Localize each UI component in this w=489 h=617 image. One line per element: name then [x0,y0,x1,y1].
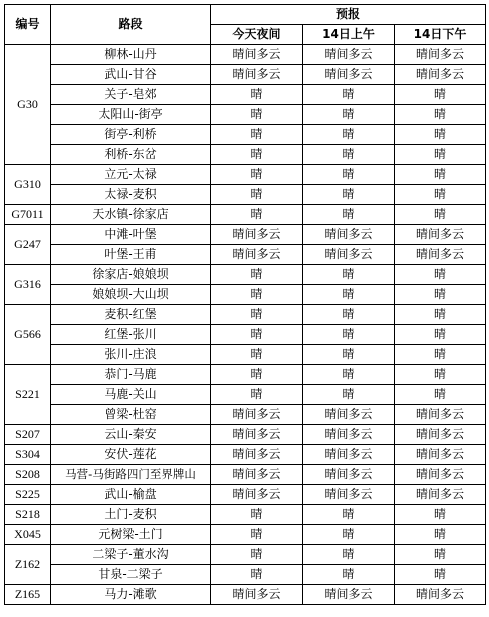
weather-am-cell: 晴 [303,205,395,225]
road-segment-cell: 天水镇-徐家店 [51,205,211,225]
weather-tonight-cell: 晴间多云 [211,465,303,485]
table-row [5,525,486,545]
road-segment-cell: 土门-麦积 [51,505,211,525]
road-segment-cell: 恭门-马鹿 [51,365,211,385]
weather-am-cell: 晴 [303,385,395,405]
weather-am-cell: 晴 [303,345,395,365]
weather-am-cell: 晴 [303,125,395,145]
weather-tonight-cell: 晴间多云 [211,45,303,65]
weather-pm-cell: 晴间多云 [395,405,486,425]
road-code-cell: G566 [5,305,51,365]
weather-tonight-cell: 晴间多云 [211,405,303,425]
weather-tonight-cell: 晴间多云 [211,485,303,505]
weather-am-cell: 晴 [303,325,395,345]
table-row [5,85,486,105]
weather-am-cell: 晴 [303,505,395,525]
road-segment-cell: 武山-榆盘 [51,485,211,505]
table-row [5,465,486,485]
pm-header: 14日下午 [395,25,486,45]
weather-pm-cell: 晴 [395,165,486,185]
road-segment-cell: 二梁子-董水沟 [51,545,211,565]
weather-am-cell: 晴间多云 [303,225,395,245]
weather-tonight-cell: 晴 [211,105,303,125]
road-segment-cell: 元树梁-土门 [51,525,211,545]
table-row [5,185,486,205]
road-code-cell: G310 [5,165,51,205]
road-segment-cell: 马营-马街路四门至界牌山 [51,465,211,485]
weather-pm-cell: 晴间多云 [395,465,486,485]
weather-tonight-cell: 晴 [211,365,303,385]
weather-pm-cell: 晴间多云 [395,585,486,605]
weather-am-cell: 晴间多云 [303,465,395,485]
weather-pm-cell: 晴 [395,145,486,165]
table-row [5,365,486,385]
forecast-table-container [4,4,486,605]
road-segment-cell: 太禄-麦积 [51,185,211,205]
weather-tonight-cell: 晴间多云 [211,65,303,85]
road-segment-cell: 马鹿-关山 [51,385,211,405]
table-row [5,585,486,605]
road-weather-table [4,4,486,605]
weather-pm-cell: 晴 [395,505,486,525]
weather-pm-cell: 晴 [395,305,486,325]
weather-tonight-cell: 晴间多云 [211,445,303,465]
weather-pm-cell: 晴间多云 [395,245,486,265]
road-segment-cell: 叶堡-王甫 [51,245,211,265]
table-row [5,145,486,165]
weather-tonight-cell: 晴 [211,525,303,545]
road-segment-cell: 街亭-利桥 [51,125,211,145]
road-code-cell: S225 [5,485,51,505]
weather-pm-cell: 晴 [395,185,486,205]
weather-pm-cell: 晴 [395,545,486,565]
table-row [5,205,486,225]
weather-pm-cell: 晴间多云 [395,445,486,465]
weather-pm-cell: 晴 [395,105,486,125]
weather-pm-cell: 晴 [395,85,486,105]
table-row [5,345,486,365]
road-segment-cell: 武山-甘谷 [51,65,211,85]
weather-tonight-cell: 晴 [211,565,303,585]
weather-am-cell: 晴间多云 [303,45,395,65]
road-segment-cell: 安伏-莲花 [51,445,211,465]
road-segment-cell: 中滩-叶堡 [51,225,211,245]
weather-tonight-cell: 晴 [211,285,303,305]
weather-pm-cell: 晴 [395,325,486,345]
weather-tonight-cell: 晴 [211,145,303,165]
table-row [5,385,486,405]
road-code-cell: X045 [5,525,51,545]
weather-tonight-cell: 晴 [211,165,303,185]
road-segment-cell: 红堡-张川 [51,325,211,345]
table-row [5,225,486,245]
weather-pm-cell: 晴 [395,365,486,385]
weather-am-cell: 晴 [303,105,395,125]
table-row [5,285,486,305]
weather-am-cell: 晴 [303,145,395,165]
weather-am-cell: 晴 [303,185,395,205]
weather-tonight-cell: 晴 [211,305,303,325]
table-row [5,405,486,425]
weather-pm-cell: 晴 [395,205,486,225]
table-row [5,425,486,445]
table-row [5,325,486,345]
weather-tonight-cell: 晴间多云 [211,585,303,605]
weather-tonight-cell: 晴间多云 [211,245,303,265]
road-segment-cell: 太阳山-街亭 [51,105,211,125]
weather-am-cell: 晴间多云 [303,585,395,605]
table-row [5,165,486,185]
weather-pm-cell: 晴 [395,125,486,145]
weather-tonight-cell: 晴间多云 [211,425,303,445]
road-code-cell: S208 [5,465,51,485]
road-segment-cell: 柳林-山丹 [51,45,211,65]
weather-am-cell: 晴 [303,525,395,545]
road-segment-cell: 张川-庄浪 [51,345,211,365]
table-row [5,565,486,585]
weather-am-cell: 晴间多云 [303,65,395,85]
weather-am-cell: 晴 [303,285,395,305]
weather-am-cell: 晴间多云 [303,485,395,505]
weather-pm-cell: 晴 [395,565,486,585]
table-row [5,505,486,525]
weather-pm-cell: 晴 [395,285,486,305]
weather-tonight-cell: 晴 [211,125,303,145]
weather-tonight-cell: 晴 [211,505,303,525]
weather-pm-cell: 晴 [395,345,486,365]
road-segment-cell: 曾梁-杜窑 [51,405,211,425]
road-segment-cell: 云山-秦安 [51,425,211,445]
weather-tonight-cell: 晴 [211,345,303,365]
table-row [5,445,486,465]
weather-tonight-cell: 晴 [211,545,303,565]
road-segment-cell: 利桥-东岔 [51,145,211,165]
road-code-cell: G7011 [5,205,51,225]
road-header: 路段 [51,5,211,45]
header-row-top [5,5,486,25]
road-segment-cell: 立元-太禄 [51,165,211,185]
road-segment-cell: 关子-皂郊 [51,85,211,105]
tonight-header: 今天夜间 [211,25,303,45]
road-code-cell: S304 [5,445,51,465]
weather-am-cell: 晴 [303,565,395,585]
weather-am-cell: 晴 [303,265,395,285]
weather-pm-cell: 晴间多云 [395,485,486,505]
weather-tonight-cell: 晴 [211,325,303,345]
weather-tonight-cell: 晴 [211,385,303,405]
weather-tonight-cell: 晴 [211,265,303,285]
table-row [5,125,486,145]
weather-pm-cell: 晴 [395,525,486,545]
road-segment-cell: 麦积-红堡 [51,305,211,325]
weather-am-cell: 晴 [303,305,395,325]
road-code-cell: G247 [5,225,51,265]
road-code-cell: S221 [5,365,51,425]
table-row [5,105,486,125]
am-header: 14日上午 [303,25,395,45]
weather-am-cell: 晴 [303,545,395,565]
table-row [5,65,486,85]
weather-pm-cell: 晴间多云 [395,45,486,65]
weather-pm-cell: 晴 [395,385,486,405]
table-row [5,485,486,505]
road-segment-cell: 娘娘坝-大山坝 [51,285,211,305]
weather-tonight-cell: 晴间多云 [211,225,303,245]
forecast-header: 预报 [211,5,486,25]
table-row [5,305,486,325]
road-code-cell: S207 [5,425,51,445]
weather-am-cell: 晴间多云 [303,245,395,265]
weather-am-cell: 晴 [303,165,395,185]
road-code-cell: G316 [5,265,51,305]
weather-pm-cell: 晴间多云 [395,65,486,85]
table-row [5,265,486,285]
road-code-cell: G30 [5,45,51,165]
road-segment-cell: 甘泉-二梁子 [51,565,211,585]
road-code-cell: Z162 [5,545,51,585]
weather-pm-cell: 晴间多云 [395,425,486,445]
weather-tonight-cell: 晴 [211,205,303,225]
code-header: 编号 [5,5,51,45]
weather-am-cell: 晴间多云 [303,445,395,465]
weather-am-cell: 晴 [303,85,395,105]
weather-pm-cell: 晴间多云 [395,225,486,245]
road-code-cell: S218 [5,505,51,525]
weather-tonight-cell: 晴 [211,185,303,205]
table-body [5,45,486,605]
table-row [5,545,486,565]
weather-am-cell: 晴间多云 [303,425,395,445]
table-row [5,45,486,65]
road-code-cell: Z165 [5,585,51,605]
weather-am-cell: 晴 [303,365,395,385]
weather-am-cell: 晴间多云 [303,405,395,425]
road-segment-cell: 徐家店-娘娘坝 [51,265,211,285]
weather-tonight-cell: 晴 [211,85,303,105]
table-row [5,245,486,265]
road-segment-cell: 马力-滩歌 [51,585,211,605]
weather-pm-cell: 晴 [395,265,486,285]
